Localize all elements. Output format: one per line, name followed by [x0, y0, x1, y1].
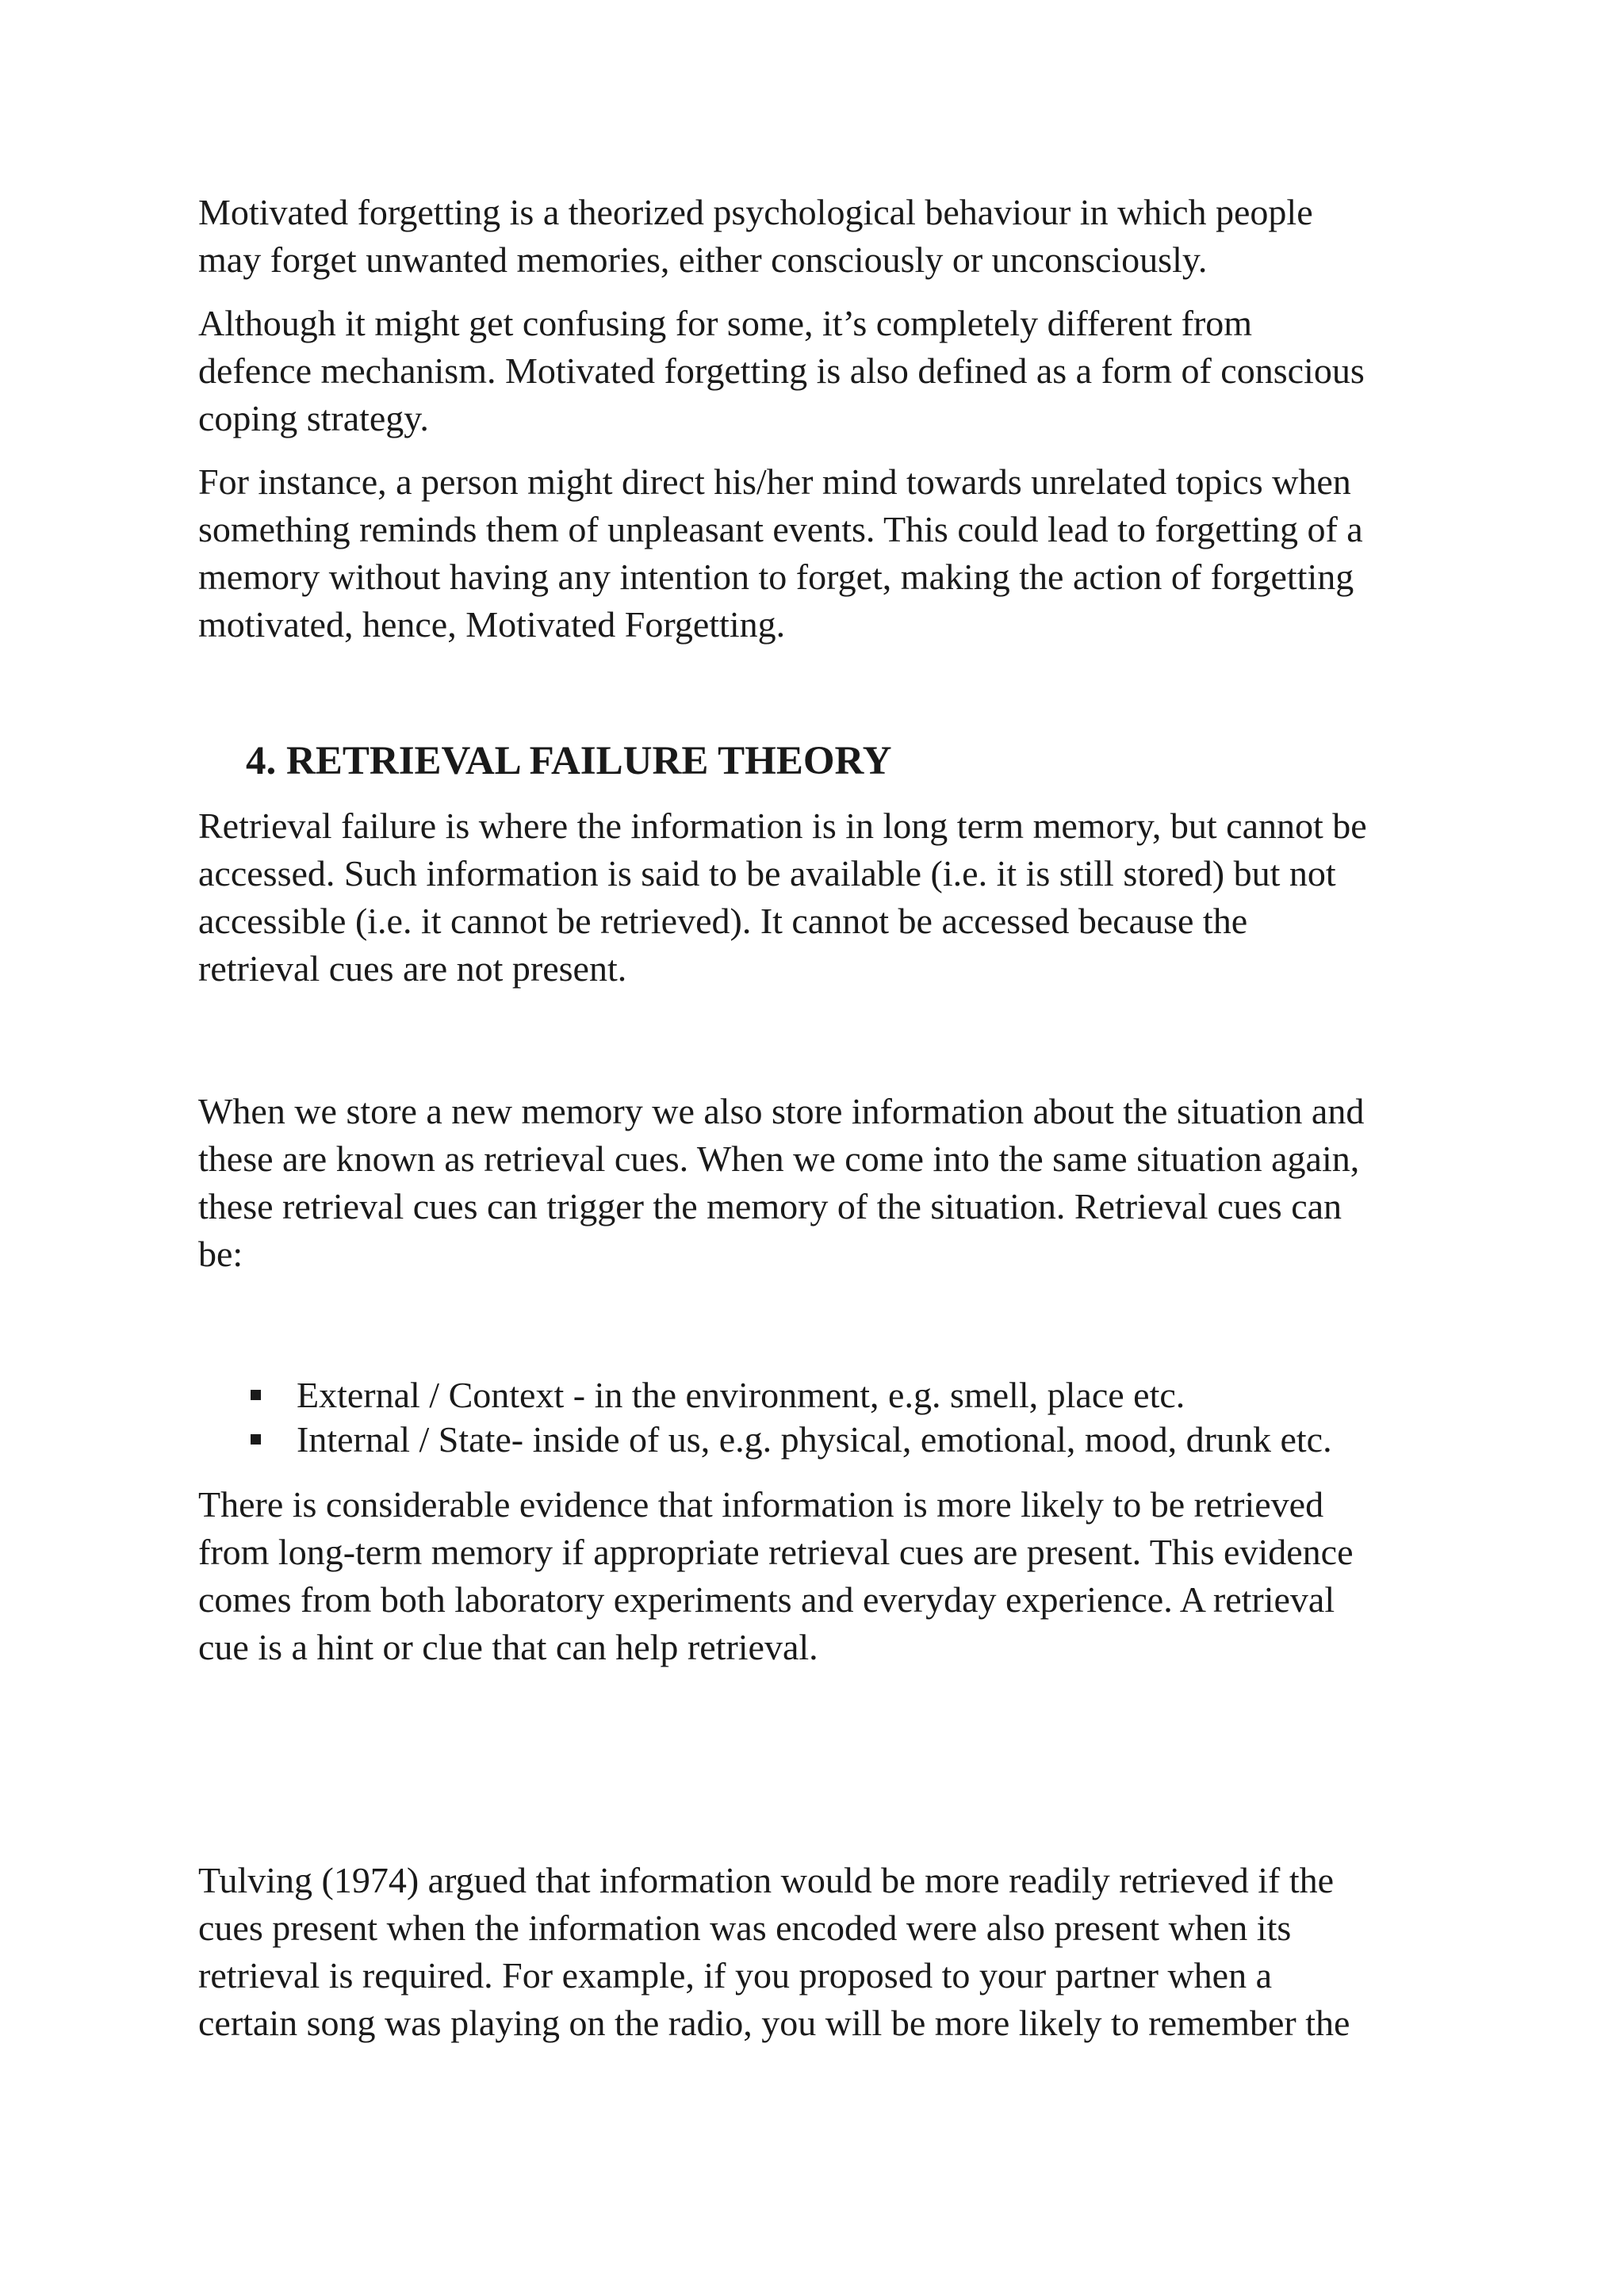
section-heading: 4. RETRIEVAL FAILURE THEORY [246, 739, 892, 783]
paragraph-motivated-forgetting [198, 189, 1443, 284]
text-line: accessed. Such information is said to be available (i.e. it is still stored) but not [198, 853, 1336, 894]
paragraph-tulving [198, 1857, 1443, 2047]
text-line: motivated, hence, Motivated Forgetting. [198, 604, 786, 645]
text-line: from long-term memory if appropriate retrieval cues are present. This evidence [198, 1532, 1354, 1572]
text-line: Retrieval failure is where the information is in long term memory, but cannot be [198, 806, 1367, 846]
paragraph-example [198, 458, 1443, 649]
text-line: be: [198, 1234, 243, 1274]
text-line: defence mechanism. Motivated forgetting is also defined as a form of conscious [198, 350, 1365, 391]
text-line: may forget unwanted memories, either consciously or unconsciously. [198, 239, 1208, 280]
document-page [198, 189, 1443, 2047]
paragraph-retrieval-cues [198, 1088, 1443, 1278]
square-bullet-icon [251, 1390, 261, 1400]
text-line: cues present when the information was encoded were also present when its [198, 1908, 1292, 1948]
text-line: accessible (i.e. it cannot be retrieved). It cannot be accessed because the [198, 901, 1248, 941]
text-line: Although it might get confusing for some, it’s completely different from [198, 303, 1253, 343]
paragraph-retrieval-failure [198, 802, 1443, 993]
text-line: coping strategy. [198, 398, 429, 438]
paragraph-evidence [198, 1481, 1443, 1671]
text-line: certain song was playing on the radio, you will be more likely to remember the [198, 2003, 1350, 2043]
text-line: For instance, a person might direct his/her mind towards unrelated topics when [198, 461, 1351, 502]
text-line: cue is a hint or clue that can help retrieval. [198, 1627, 818, 1667]
text-line: retrieval is required. For example, if you proposed to your partner when a [198, 1955, 1273, 1996]
text-line: these are known as retrieval cues. When we come into the same situation again, [198, 1138, 1360, 1179]
text-line: retrieval cues are not present. [198, 948, 627, 989]
text-line: these retrieval cues can trigger the memory of the situation. Retrieval cues can [198, 1186, 1342, 1226]
list-item-text: External / Context - in the environment, e.g. smell, place etc. [297, 1375, 1185, 1415]
text-line: something reminds them of unpleasant events. This could lead to forgetting of a [198, 509, 1363, 549]
paragraph-defence-mechanism [198, 300, 1443, 442]
text-line: memory without having any intention to forget, making the action of forgetting [198, 557, 1354, 597]
text-line: comes from both laboratory experiments and everyday experience. A retrieval [198, 1579, 1335, 1620]
text-line: Motivated forgetting is a theorized psychological behaviour in which people [198, 192, 1313, 232]
list-item-text: Internal / State- inside of us, e.g. physical, emotional, mood, drunk etc. [297, 1419, 1332, 1460]
square-bullet-icon [251, 1434, 261, 1445]
cue-list [198, 1373, 1443, 1462]
text-line: There is considerable evidence that information is more likely to be retrieved [198, 1484, 1324, 1525]
text-line: When we store a new memory we also store information about the situation and [198, 1091, 1365, 1131]
list-item [251, 1418, 1443, 1462]
text-line: Tulving (1974) argued that information would be more readily retrieved if the [198, 1860, 1335, 1900]
list-item [251, 1373, 1443, 1418]
